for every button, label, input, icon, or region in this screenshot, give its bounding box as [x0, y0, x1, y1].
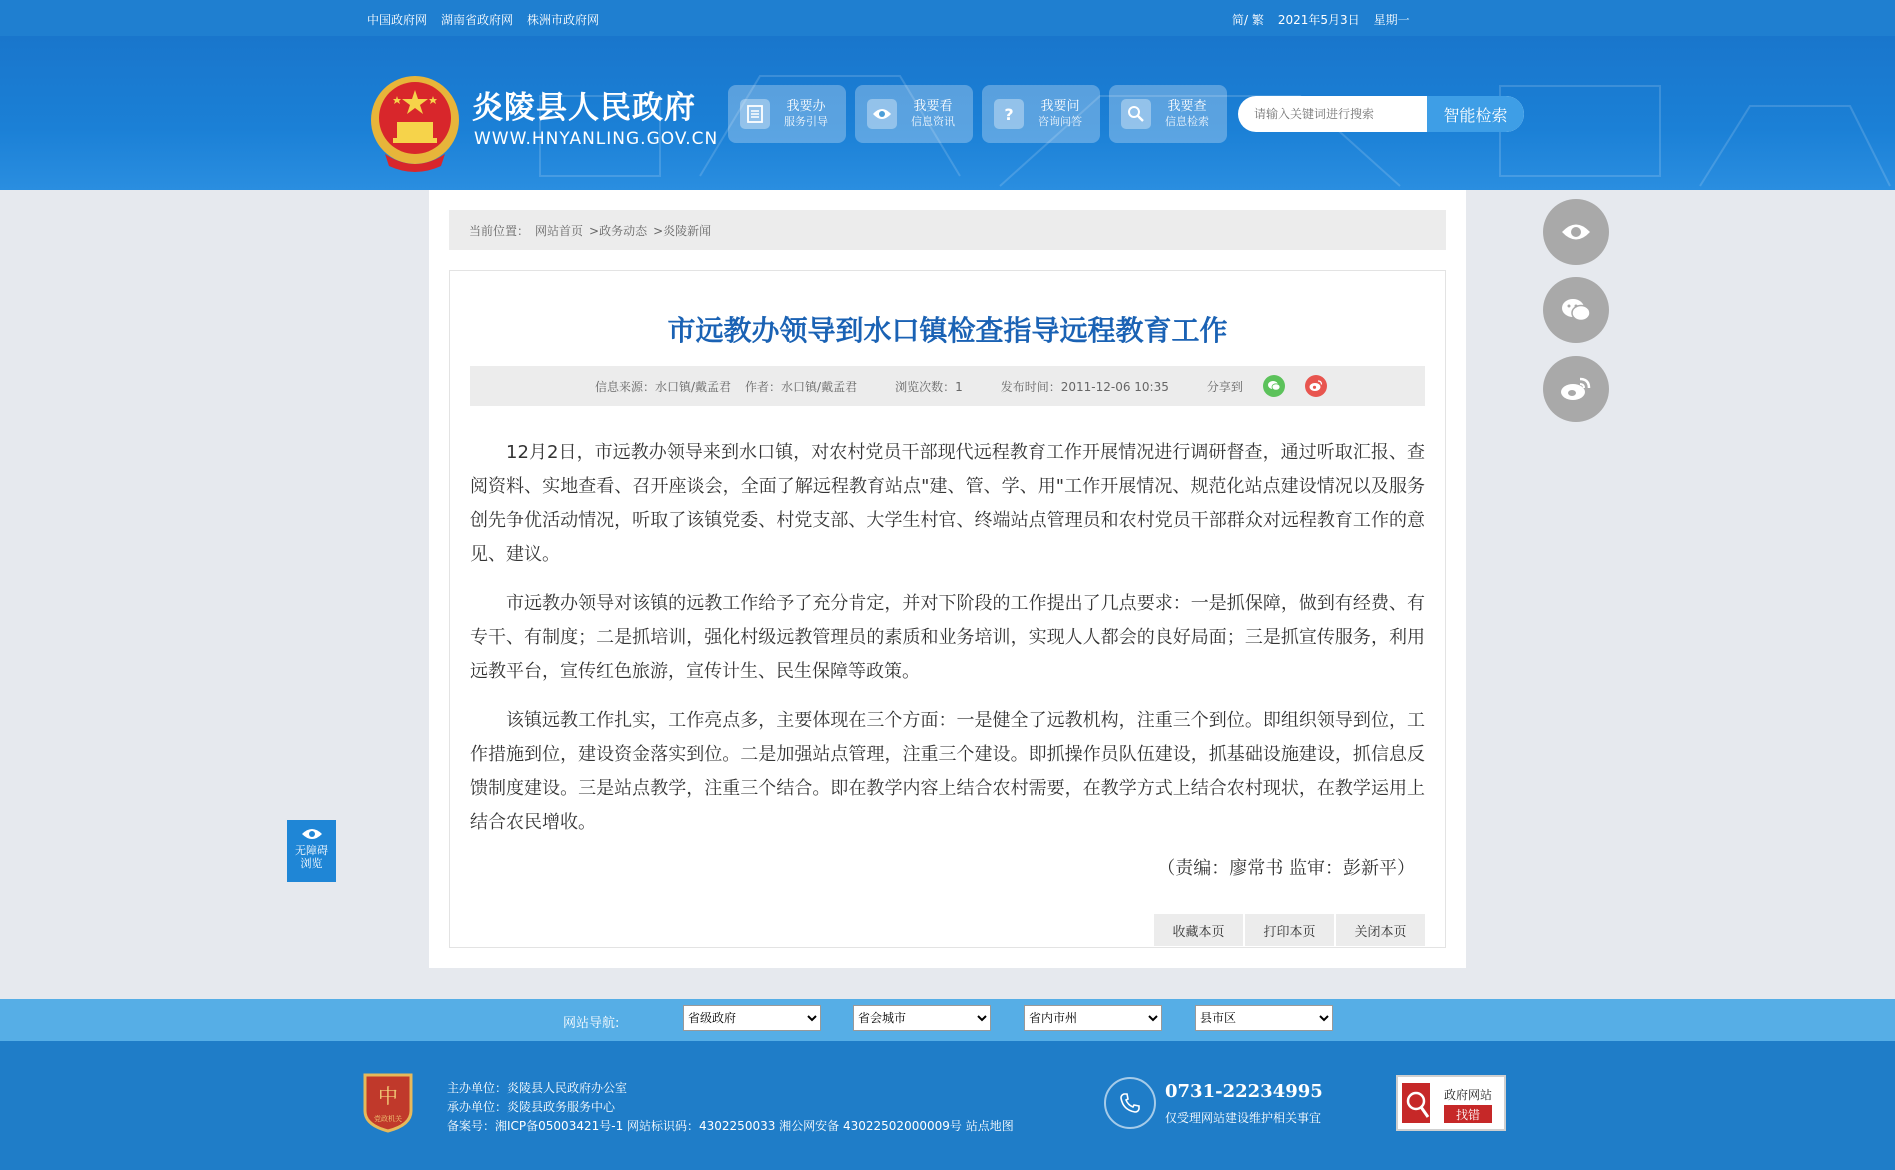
top-right [1232, 11, 1410, 28]
article-paragraph: 该镇远教工作扎实，工作亮点多，主要体现在三个方面：一是健全了远教机构，注重三个到位。即组织领导到位，工作措施到位，建设资金落实到位。二是加强站点管理，注重三个建设。即抓操作员队伍建设，抓基础设施建设，抓信息反馈制度建设。三是站点教学，注重三个结合。即在教学内容上结合农村需要，在教学方式上结合农村现状，在教学运用上结合农民增收。 [470, 710, 1425, 833]
current-date: 2021年5月3日 [1277, 13, 1360, 27]
svg-text:中: 中 [378, 1084, 398, 1108]
site-url: WWW.HNYANLING.GOV.CN [474, 129, 719, 149]
search-icon [1121, 99, 1151, 129]
top-link-zhuzhou-gov[interactable]: 株洲市政府网 [527, 13, 600, 27]
article [449, 270, 1446, 948]
info-news-button[interactable] [855, 85, 973, 143]
info-news-sublabel: 信息资讯 [911, 115, 955, 128]
footer-phone-desc: 仅受理网站建设维护相关事宜 [1165, 1111, 1322, 1125]
document-icon [740, 99, 770, 129]
provincial-capital-select[interactable] [853, 1005, 991, 1031]
close-page-button[interactable]: 关闭本页 [1336, 914, 1425, 946]
search-input[interactable] [1238, 96, 1427, 132]
info-news-label: 我要看 [913, 99, 953, 114]
article-body [470, 436, 1425, 855]
top-link-hunan-gov[interactable]: 湖南省政府网 [441, 13, 514, 27]
share-weibo-icon[interactable] [1305, 375, 1327, 397]
article-editor: （责编：廖常书 监审：彭新平） [1157, 858, 1415, 879]
wechat-icon [1560, 297, 1592, 323]
site-nav-bar [0, 999, 1895, 1041]
side-eye-button[interactable] [1543, 199, 1609, 265]
breadcrumb-label: 当前位置： [469, 223, 530, 238]
search-bar [1238, 96, 1524, 132]
eye-icon [301, 827, 323, 841]
article-actions [1154, 914, 1425, 946]
provincial-gov-select[interactable] [683, 1005, 821, 1031]
service-guide-button[interactable] [728, 85, 846, 143]
breadcrumb-home[interactable]: 网站首页 [535, 223, 584, 238]
error-report-icon [1398, 1077, 1504, 1129]
accessibility-label: 无障碍 [295, 844, 328, 857]
meta-share-label: 分享到 [1206, 379, 1243, 394]
share-wechat-icon[interactable] [1263, 375, 1285, 397]
meta-published: 发布时间：2011-12-06 10:35 [1000, 379, 1169, 394]
main-content [429, 190, 1466, 968]
breadcrumb [449, 210, 1446, 250]
svg-text:政府网站: 政府网站 [1443, 1088, 1493, 1102]
top-bar [0, 0, 1895, 36]
eye-icon [867, 99, 897, 129]
article-title: 市远教办领导到水口镇检查指导远程教育工作 [667, 314, 1228, 347]
side-wechat-button[interactable] [1543, 277, 1609, 343]
site-footer [0, 1041, 1895, 1170]
footer-host: 主办单位：炎陵县人民政府办公室 [447, 1081, 628, 1095]
footer-organizer: 承办单位：炎陵县政务服务中心 [447, 1100, 616, 1114]
consult-qa-button[interactable] [982, 85, 1100, 143]
site-nav-label: 网站导航: [563, 1016, 620, 1031]
meta-source: 信息来源：水口镇/戴孟君 [595, 379, 732, 394]
info-search-button[interactable] [1109, 85, 1227, 143]
consult-qa-label: 我要问 [1040, 99, 1080, 114]
county-district-select[interactable] [1195, 1005, 1333, 1031]
national-emblem-icon [367, 70, 463, 174]
article-paragraph: 市远教办领导对该镇的远教工作给予了充分肯定，并对下阶段的工作提出了几点要求：一是抓保障，做到有经费、有专干、有制度；二是抓培训，强化村级远教管理员的素质和业务培训，实现人人都会的良好局面；三是抓宣传服务，利用远教平台，宣传红色旅游，宣传计生、民生保障等政策。 [470, 593, 1425, 682]
gov-site-error-report-button[interactable] [1396, 1075, 1506, 1131]
accessibility-sublabel: 浏览 [300, 857, 323, 870]
prefecture-city-select[interactable] [1024, 1005, 1162, 1031]
service-guide-label: 我要办 [786, 99, 826, 114]
article-paragraph: 12月2日，市远教办领导来到水口镇，对农村党员干部现代远程教育工作开展情况进行调研督查，通过听取汇报、查阅资料、实地查看、召开座谈会，全面了解远程教育站点"建、管、学、用"工作开展情况、规范化站点建设情况以及服务创先争优活动情况，听取了该镇党委、村党支部、大学生村官、终端站点管理员和农村党员干部群众对远程教育工作的意见、建议。 [470, 442, 1425, 565]
svg-text:党政机关: 党政机关 [374, 1115, 402, 1123]
language-toggle[interactable]: 简/ 繁 [1232, 13, 1264, 27]
site-title: 炎陵县人民政府 [472, 90, 696, 126]
breadcrumb-gov-news[interactable]: >政务动态 [589, 223, 648, 238]
svg-text:找错: 找错 [1455, 1108, 1481, 1122]
eye-icon [1560, 221, 1592, 243]
footer-phone: 0731-22234995 [1165, 1081, 1323, 1102]
accessibility-button[interactable] [287, 820, 336, 882]
print-page-button[interactable]: 打印本页 [1245, 914, 1334, 946]
side-weibo-button[interactable] [1543, 356, 1609, 422]
top-link-china-gov[interactable]: 中国政府网 [367, 13, 428, 27]
service-guide-sublabel: 服务引导 [784, 115, 828, 128]
phone-icon [1104, 1077, 1156, 1129]
site-header [0, 36, 1895, 190]
party-gov-badge-icon[interactable] [361, 1071, 415, 1133]
consult-qa-sublabel: 咨询问答 [1038, 115, 1082, 128]
info-search-sublabel: 信息检索 [1165, 115, 1209, 128]
smart-search-button[interactable]: 智能检索 [1427, 96, 1524, 132]
question-icon: ? [994, 99, 1024, 129]
weibo-icon [1560, 376, 1592, 402]
breadcrumb-yanling-news[interactable]: >炎陵新闻 [653, 223, 712, 238]
info-search-label: 我要查 [1167, 99, 1207, 114]
top-links [367, 11, 599, 28]
footer-info [447, 1079, 1014, 1136]
bookmark-page-button[interactable]: 收藏本页 [1154, 914, 1243, 946]
meta-views: 浏览次数：1 [895, 379, 963, 394]
current-weekday: 星期一 [1373, 13, 1410, 27]
meta-author: 作者：水口镇/戴孟君 [745, 379, 858, 394]
footer-record: 备案号：湘ICP备05003421号-1 网站标识码：4302250033 湘公网安备 43022502000009号 站点地图 [447, 1119, 1014, 1133]
article-meta [470, 366, 1425, 406]
